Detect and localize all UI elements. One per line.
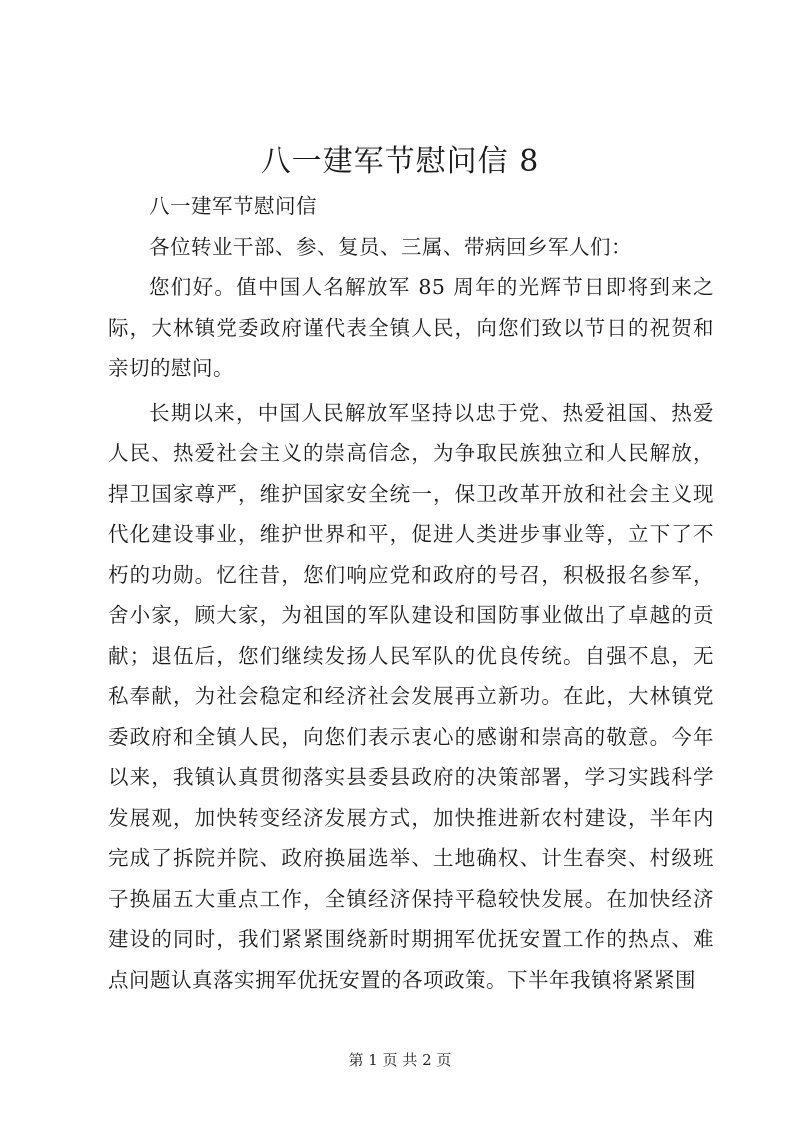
paragraph-greeting: 您们好。值中国人名解放军 85 周年的光辉节日即将到来之际，大林镇党委政府谨代表全镇人民，向您们致以节日的祝贺和亲切的慰问。 (108, 275, 714, 380)
paragraph-salutation: 各位转业干部、参、复员、三属、带病回乡军人们： (149, 234, 632, 259)
document-body (108, 186, 714, 1000)
document-title: 八一建军节慰问信 8 (260, 144, 540, 179)
paragraph-heading: 八一建军节慰问信 (149, 194, 317, 218)
paragraph-main: 长期以来，中国人民解放军坚持以忠于党、热爱祖国、热爱人民、热爱社会主义的崇高信念，为争取民族独立和人民解放，捍卫国家尊严，维护国家安全统一，保卫改革开放和社会主义现代化建设事业，维护世界和平，促进人类进步事业等，立下了不朽的功勋。忆往昔，您们响应党和政府的号召，积极报名参军，舍小家，顾大家，为祖国的军队建设和国防事业做出了卓越的贡献；退伍后，您们继续发扬人民军队的优良传统。自强不息，无私奉献，为社会稳定和经济社会发展再立新功。在此，大林镇党委政府和全镇人民，向您们表示衷心的感谢和崇高的敬意。今年以来，我镇认真贯彻落实县委县政府的决策部署，学习实践科学发展观，加快转变经济发展方式，加快推进新农村建设，半年内完成了拆院并院、政府换届选举、土地确权、计生春突、村级班子换届五大重点工作，全镇经济保持平稳较快发展。在加快经济建设的同时，我们紧紧围绕新时期拥军优抚安置工作的热点、难点问题认真落实拥军优抚安置的各项政策。下半年我镇将紧紧围 (108, 400, 714, 992)
page-footer: 第 1 页 共 2 页 (348, 1051, 452, 1069)
